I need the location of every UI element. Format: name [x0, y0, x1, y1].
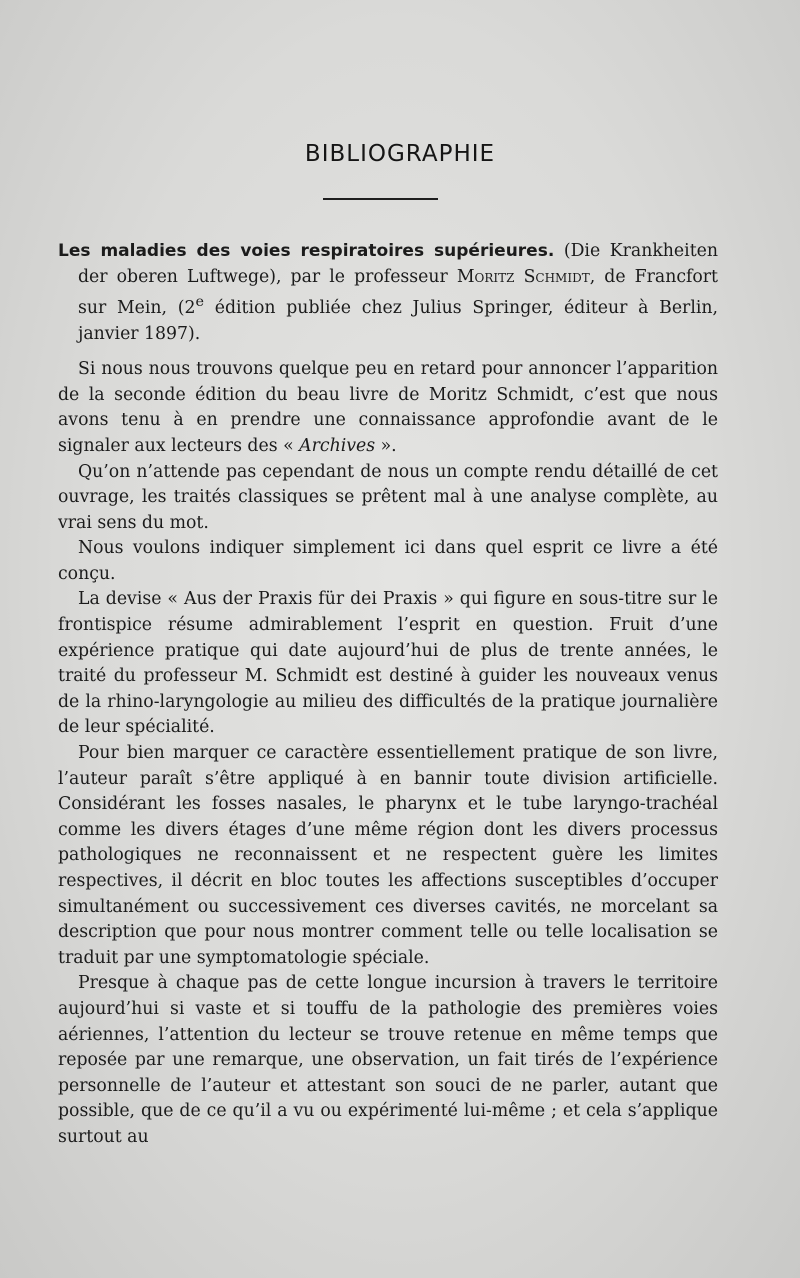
paragraph-1-text: Si nous nous trouvons quelque peu en retard pour annoncer l’apparition de la seconde édition du beau livre de Moritz Schmidt, c’est que nous avons tenu à en prendre une connaissance approfondie avant de le signaler aux lecteurs des «: [58, 359, 718, 456]
entry-intro: (Die Krankheiten der oberen Luftwege), par le professeur: [78, 241, 718, 287]
journal-name: Archives: [299, 435, 376, 456]
title-rule: [323, 198, 438, 200]
page-title: BIBLIOGRAPHIE: [304, 141, 496, 167]
paragraph-2: Qu’on n’attende pas cependant de nous un compte rendu détaillé de cet ouvrage, les traités classiques se prêtent mal à une analyse complète, au vrai sens du mot.: [58, 461, 718, 533]
entry-details: , de Francfort sur Mein, (2: [78, 266, 719, 318]
paragraph-1-end: ».: [375, 435, 397, 456]
entry-details-2: édition publiée chez Julius Springer, éditeur à Berlin, janvier 1897).: [78, 297, 718, 344]
edition-superscript: e: [195, 294, 205, 311]
paragraph-6: Presque à chaque pas de cette longue incursion à travers le territoire aujourd’hui si vaste et si touffu de la pathologie des premières voies aériennes, l’attention du lecteur se trouve retenue en même temps que reposée par une remarque, une observation, un fait tirés de l’expérience personnelle de l’auteur et attestant son souci de ne parler, autant que possible, que de ce qu’il a vu ou expérimenté lui-même ; et cela s’applique surtout au: [58, 973, 718, 1147]
entry-author: Moritz Schmidt: [456, 266, 590, 287]
paragraph-3: Nous voulons indiquer simplement ici dans quel esprit ce livre a été conçu.: [58, 538, 718, 584]
bibliography-entry: [58, 239, 718, 347]
book-title: Les maladies des voies respiratoires supérieures.: [58, 241, 555, 261]
paragraph-5: Pour bien marquer ce caractère essentiellement pratique de son livre, l’auteur paraît s’être appliqué à en bannir toute division artificielle. Considérant les fosses nasales, le pharynx et le tube laryngo-trachéal comme les divers étages d’une même région dont les divers processus pathologiques ne reconnaissent et ne respectent guère les limites respectives, il décrit en bloc toutes les affections susceptibles d’occuper simultanément ou successivement ces diverses cavités, ne morcelant sa description que pour nous montrer comment telle ou telle localisation se traduit par une symptomatologie spéciale.: [58, 743, 718, 968]
paragraph-4: La devise « Aus der Praxis für dei Praxis » qui figure en sous-titre sur le frontispice résume admirablement l’esprit en question. Fruit d’une expérience pratique qui date aujourd’hui de plus de trente années, le traité du professeur M. Schmidt est destiné à guider les nouveaux venus de la rhino-laryngologie au milieu des difficultés de la pratique journalière de leur spécialité.: [58, 589, 718, 738]
paragraph-1: [58, 357, 718, 459]
body-text: [58, 239, 718, 1151]
